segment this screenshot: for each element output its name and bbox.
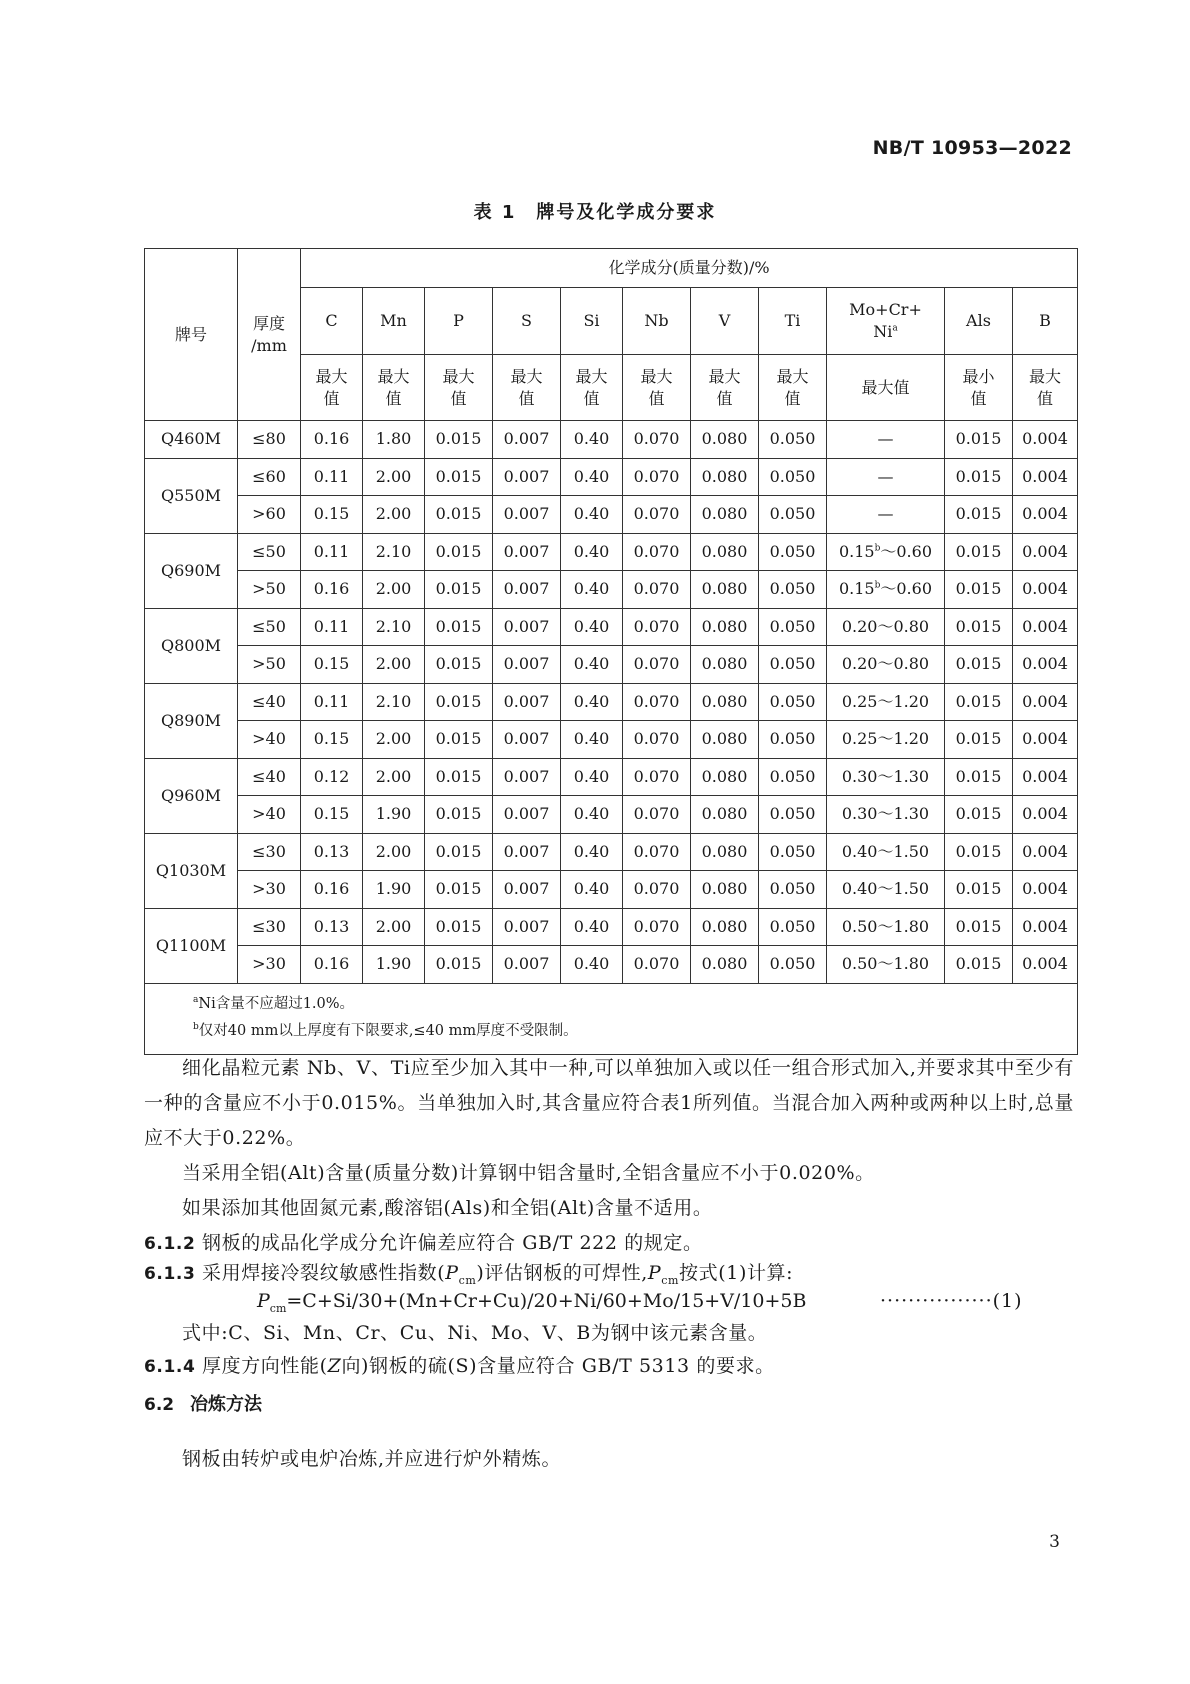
value-cell: 0.015 xyxy=(425,908,493,946)
clause-number: 6.1.3 xyxy=(144,1264,196,1284)
value-cell: 0.40 xyxy=(561,608,623,646)
value-cell: 0.080 xyxy=(691,421,759,459)
value-cell: 0.050 xyxy=(759,421,827,459)
header-limit: 最大 值 xyxy=(561,355,623,421)
value-cell: 0.40～1.50 xyxy=(827,833,945,871)
header-element: V xyxy=(691,288,759,355)
value-cell: 0.015 xyxy=(425,833,493,871)
value-cell: 0.20～0.80 xyxy=(827,646,945,684)
grade-cell: Q890M xyxy=(145,683,238,758)
table-row xyxy=(145,796,1078,834)
value-cell: 0.015 xyxy=(425,721,493,759)
value-cell: 0.007 xyxy=(493,533,561,571)
header-limit: 最大 值 xyxy=(301,355,363,421)
value-cell: 0.13 xyxy=(301,833,363,871)
chemical-composition-table xyxy=(144,248,1078,1055)
table-row xyxy=(145,458,1078,496)
value-cell: 0.11 xyxy=(301,608,363,646)
value-cell: 0.16 xyxy=(301,571,363,609)
clause-number: 6.1.2 xyxy=(144,1234,196,1254)
value-cell: 0.015 xyxy=(425,571,493,609)
grade-cell: Q1030M xyxy=(145,833,238,908)
value-cell: — xyxy=(827,496,945,534)
thickness-cell: ≤40 xyxy=(238,758,301,796)
section-6-2-heading: 6.2 冶炼方法 xyxy=(144,1394,262,1415)
table-title: 表 1 牌号及化学成分要求 xyxy=(473,202,717,223)
header-chem-composition: 化学成分(质量分数)/% xyxy=(301,249,1078,288)
header-limit: 最大 值 xyxy=(493,355,561,421)
value-cell: 0.15$^b$～0.60 xyxy=(827,571,945,609)
value-cell: 0.070 xyxy=(623,571,691,609)
value-cell: 0.40 xyxy=(561,758,623,796)
value-cell: 0.40 xyxy=(561,946,623,984)
value-cell: 0.015 xyxy=(425,946,493,984)
value-cell: 0.007 xyxy=(493,458,561,496)
value-cell: 0.080 xyxy=(691,721,759,759)
value-cell: — xyxy=(827,421,945,459)
header-element: S xyxy=(493,288,561,355)
value-cell: 0.080 xyxy=(691,571,759,609)
grade-cell: Q690M xyxy=(145,533,238,608)
value-cell: 0.015 xyxy=(945,758,1013,796)
value-cell: 0.015 xyxy=(425,458,493,496)
header-limit: 最大 值 xyxy=(691,355,759,421)
thickness-cell: >60 xyxy=(238,496,301,534)
value-cell: 0.015 xyxy=(945,571,1013,609)
grade-cell: Q550M xyxy=(145,458,238,533)
value-cell: 0.080 xyxy=(691,946,759,984)
value-cell: 0.004 xyxy=(1013,908,1078,946)
value-cell: 0.080 xyxy=(691,908,759,946)
header-limit: 最大 值 xyxy=(363,355,425,421)
value-cell: 0.050 xyxy=(759,796,827,834)
value-cell: 0.50～1.80 xyxy=(827,946,945,984)
value-cell: 0.004 xyxy=(1013,421,1078,459)
value-cell: 0.004 xyxy=(1013,796,1078,834)
value-cell: 2.10 xyxy=(363,533,425,571)
value-cell: 0.007 xyxy=(493,496,561,534)
value-cell: 0.40 xyxy=(561,683,623,721)
table-row xyxy=(145,721,1078,759)
thickness-cell: ≤30 xyxy=(238,908,301,946)
value-cell: 0.050 xyxy=(759,946,827,984)
table-row xyxy=(145,833,1078,871)
value-cell: 1.90 xyxy=(363,796,425,834)
value-cell: 0.015 xyxy=(945,683,1013,721)
value-cell: 0.015 xyxy=(945,608,1013,646)
value-cell: 0.050 xyxy=(759,571,827,609)
value-cell: 0.004 xyxy=(1013,496,1078,534)
value-cell: 0.16 xyxy=(301,421,363,459)
value-cell: 0.080 xyxy=(691,533,759,571)
value-cell: 0.015 xyxy=(945,458,1013,496)
value-cell: 0.40 xyxy=(561,496,623,534)
value-cell: 0.015 xyxy=(945,946,1013,984)
value-cell: 0.050 xyxy=(759,533,827,571)
value-cell: 0.40 xyxy=(561,421,623,459)
value-cell: 0.015 xyxy=(425,608,493,646)
value-cell: 0.007 xyxy=(493,608,561,646)
table-footnotes xyxy=(145,983,1078,1054)
value-cell: 0.080 xyxy=(691,608,759,646)
header-limit: 最大 值 xyxy=(425,355,493,421)
header-element: Si xyxy=(561,288,623,355)
value-cell: 0.070 xyxy=(623,683,691,721)
thickness-cell: >50 xyxy=(238,571,301,609)
value-cell: 0.004 xyxy=(1013,533,1078,571)
value-cell: 0.015 xyxy=(425,758,493,796)
value-cell: 0.40 xyxy=(561,533,623,571)
value-cell: 2.00 xyxy=(363,646,425,684)
value-cell: 0.015 xyxy=(425,421,493,459)
value-cell: 0.11 xyxy=(301,683,363,721)
clause-6-1-3: 6.1.3 采用焊接冷裂纹敏感性指数$(P_{cm})$评估钢板的可焊性$,P_{cm}$按式(1)计算: xyxy=(144,1256,793,1298)
grade-cell: Q460M xyxy=(145,421,238,459)
thickness-cell: ≤50 xyxy=(238,608,301,646)
grade-cell: Q960M xyxy=(145,758,238,833)
value-cell: 0.080 xyxy=(691,646,759,684)
value-cell: 0.15$^b$～0.60 xyxy=(827,533,945,571)
header-element: Mo+Cr+ $Ni^a$ xyxy=(827,288,945,355)
value-cell: 0.050 xyxy=(759,833,827,871)
paragraph-smelting: 钢板由转炉或电炉冶炼,并应进行炉外精炼。 xyxy=(182,1448,562,1470)
value-cell: 0.015 xyxy=(425,646,493,684)
value-cell: 0.004 xyxy=(1013,721,1078,759)
thickness-cell: ≤30 xyxy=(238,833,301,871)
paragraph-total-aluminum: 当采用全铝(Alt)含量(质量分数)计算钢中铝含量时,全铝含量应不小于0.020%。 xyxy=(182,1162,875,1184)
value-cell: 0.015 xyxy=(945,421,1013,459)
value-cell: 0.070 xyxy=(623,946,691,984)
value-cell: 0.015 xyxy=(425,496,493,534)
thickness-cell: ≤60 xyxy=(238,458,301,496)
value-cell: 0.015 xyxy=(945,646,1013,684)
value-cell: 0.070 xyxy=(623,796,691,834)
value-cell: 0.50～1.80 xyxy=(827,908,945,946)
value-cell: 0.40 xyxy=(561,796,623,834)
value-cell: 0.070 xyxy=(623,496,691,534)
value-cell: 0.40 xyxy=(561,646,623,684)
value-cell: 0.004 xyxy=(1013,946,1078,984)
value-cell: 0.015 xyxy=(945,833,1013,871)
value-cell: 0.015 xyxy=(945,908,1013,946)
value-cell: 2.10 xyxy=(363,683,425,721)
header-element: Mn xyxy=(363,288,425,355)
page-number: 3 xyxy=(1049,1532,1060,1552)
table-row xyxy=(145,871,1078,909)
table-row xyxy=(145,946,1078,984)
thickness-cell: >50 xyxy=(238,646,301,684)
thickness-cell: ≤40 xyxy=(238,683,301,721)
clause-number: 6.1.4 xyxy=(144,1357,196,1377)
value-cell: 0.004 xyxy=(1013,833,1078,871)
value-cell: 0.015 xyxy=(945,533,1013,571)
value-cell: 0.080 xyxy=(691,458,759,496)
value-cell: 0.080 xyxy=(691,871,759,909)
thickness-cell: ≤80 xyxy=(238,421,301,459)
formula-where-line: 式中:C、Si、Mn、Cr、Cu、Ni、Mo、V、B为钢中该元素含量。 xyxy=(182,1322,768,1344)
footnote: $^a$Ni含量不应超过1.0%。 xyxy=(193,994,355,1012)
value-cell: 0.004 xyxy=(1013,458,1078,496)
thickness-cell: >30 xyxy=(238,946,301,984)
table-row xyxy=(145,421,1078,459)
table-row xyxy=(145,571,1078,609)
value-cell: 0.40 xyxy=(561,571,623,609)
value-cell: 0.007 xyxy=(493,683,561,721)
value-cell: 2.00 xyxy=(363,758,425,796)
value-cell: 0.080 xyxy=(691,496,759,534)
value-cell: 2.00 xyxy=(363,571,425,609)
value-cell: 0.007 xyxy=(493,833,561,871)
value-cell: 0.050 xyxy=(759,458,827,496)
value-cell: 0.25～1.20 xyxy=(827,683,945,721)
value-cell: 0.007 xyxy=(493,758,561,796)
table-row xyxy=(145,758,1078,796)
thickness-cell: ≤50 xyxy=(238,533,301,571)
value-cell: 0.007 xyxy=(493,721,561,759)
value-cell: 0.050 xyxy=(759,496,827,534)
value-cell: 2.00 xyxy=(363,833,425,871)
value-cell: 0.15 xyxy=(301,796,363,834)
value-cell: 0.40 xyxy=(561,908,623,946)
value-cell: 0.30～1.30 xyxy=(827,758,945,796)
value-cell: 0.050 xyxy=(759,721,827,759)
value-cell: 0.050 xyxy=(759,871,827,909)
value-cell: 0.004 xyxy=(1013,571,1078,609)
value-cell: 0.16 xyxy=(301,946,363,984)
value-cell: 0.015 xyxy=(425,871,493,909)
thickness-cell: >30 xyxy=(238,871,301,909)
header-limit: 最大 值 xyxy=(759,355,827,421)
grade-cell: Q800M xyxy=(145,608,238,683)
standard-code: NB/T 10953—2022 xyxy=(872,137,1072,159)
value-cell: 0.40 xyxy=(561,871,623,909)
header-element: Ti xyxy=(759,288,827,355)
header-element: Nb xyxy=(623,288,691,355)
value-cell: 0.30～1.30 xyxy=(827,796,945,834)
header-element: P xyxy=(425,288,493,355)
value-cell: 1.90 xyxy=(363,871,425,909)
value-cell: 1.90 xyxy=(363,946,425,984)
value-cell: 0.070 xyxy=(623,608,691,646)
value-cell: 0.13 xyxy=(301,908,363,946)
value-cell: 0.070 xyxy=(623,758,691,796)
pcm-formula: $P_{cm}=C+Si/30+(Mn+Cr+Cu)/20+Ni/60+Mo/15+V/10+5B$ xyxy=(257,1290,807,1315)
value-cell: 0.007 xyxy=(493,571,561,609)
footnote: $^b$仅对40 mm以上厚度有下限要求,≤40 mm厚度不受限制。 xyxy=(193,1022,578,1040)
value-cell: 0.11 xyxy=(301,533,363,571)
header-limit: 最小 值 xyxy=(945,355,1013,421)
value-cell: 2.00 xyxy=(363,496,425,534)
value-cell: 1.80 xyxy=(363,421,425,459)
thickness-cell: >40 xyxy=(238,796,301,834)
table-row xyxy=(145,496,1078,534)
value-cell: 0.015 xyxy=(945,796,1013,834)
value-cell: 0.050 xyxy=(759,908,827,946)
table-row xyxy=(145,646,1078,684)
header-limit: 最大 值 xyxy=(1013,355,1078,421)
value-cell: 0.070 xyxy=(623,833,691,871)
value-cell: 0.007 xyxy=(493,871,561,909)
value-cell: 0.070 xyxy=(623,458,691,496)
value-cell: — xyxy=(827,458,945,496)
value-cell: 0.12 xyxy=(301,758,363,796)
value-cell: 0.015 xyxy=(425,533,493,571)
value-cell: 2.10 xyxy=(363,608,425,646)
value-cell: 0.015 xyxy=(425,796,493,834)
header-limit: 最大 值 xyxy=(623,355,691,421)
value-cell: 0.015 xyxy=(425,683,493,721)
value-cell: 0.11 xyxy=(301,458,363,496)
value-cell: 0.080 xyxy=(691,833,759,871)
value-cell: 2.00 xyxy=(363,721,425,759)
value-cell: 0.004 xyxy=(1013,871,1078,909)
value-cell: 0.070 xyxy=(623,871,691,909)
value-cell: 2.00 xyxy=(363,908,425,946)
clause-text: 钢板的成品化学成分允许偏差应符合 GB/T 222 的规定。 xyxy=(202,1232,703,1254)
value-cell: 0.080 xyxy=(691,758,759,796)
value-cell: 0.007 xyxy=(493,796,561,834)
value-cell: 0.007 xyxy=(493,421,561,459)
table-row xyxy=(145,683,1078,721)
value-cell: 0.050 xyxy=(759,608,827,646)
header-element: Als xyxy=(945,288,1013,355)
value-cell: 0.015 xyxy=(945,721,1013,759)
value-cell: 0.070 xyxy=(623,421,691,459)
value-cell: 0.015 xyxy=(945,496,1013,534)
header-element: B xyxy=(1013,288,1078,355)
value-cell: 0.007 xyxy=(493,908,561,946)
value-cell: 0.16 xyxy=(301,871,363,909)
value-cell: 0.015 xyxy=(945,871,1013,909)
table-row xyxy=(145,533,1078,571)
header-thickness: 厚度 /mm xyxy=(238,249,301,421)
paragraph-grain-refining: 细化晶粒元素 Nb、V、Ti应至少加入其中一种,可以单独加入或以任一组合形式加入,并要求其中至少有一种的含量应不小于0.015%。当单独加入时,其含量应符合表1所列值。当混合加入两种或两种以上时,总量应不大于0.22%。 xyxy=(144,1057,1074,1149)
value-cell: 0.007 xyxy=(493,646,561,684)
thickness-cell: >40 xyxy=(238,721,301,759)
table-row xyxy=(145,608,1078,646)
value-cell: 0.004 xyxy=(1013,608,1078,646)
paragraph-nitrogen-fixing: 如果添加其他固氮元素,酸溶铝(Als)和全铝(Alt)含量不适用。 xyxy=(182,1197,713,1219)
value-cell: 2.00 xyxy=(363,458,425,496)
formula-number: ················(1) xyxy=(880,1290,1023,1312)
value-cell: 0.050 xyxy=(759,758,827,796)
value-cell: 0.20～0.80 xyxy=(827,608,945,646)
value-cell: 0.050 xyxy=(759,683,827,721)
value-cell: 0.25～1.20 xyxy=(827,721,945,759)
value-cell: 0.15 xyxy=(301,646,363,684)
value-cell: 0.080 xyxy=(691,683,759,721)
grade-cell: Q1100M xyxy=(145,908,238,983)
value-cell: 0.070 xyxy=(623,646,691,684)
header-grade: 牌号 xyxy=(145,249,238,421)
value-cell: 0.070 xyxy=(623,908,691,946)
value-cell: 0.40 xyxy=(561,833,623,871)
value-cell: 0.004 xyxy=(1013,758,1078,796)
value-cell: 0.15 xyxy=(301,496,363,534)
header-limit: 最大值 xyxy=(827,355,945,421)
value-cell: 0.15 xyxy=(301,721,363,759)
table-row xyxy=(145,908,1078,946)
value-cell: 0.007 xyxy=(493,946,561,984)
value-cell: 0.080 xyxy=(691,796,759,834)
value-cell: 0.40 xyxy=(561,721,623,759)
value-cell: 0.004 xyxy=(1013,683,1078,721)
value-cell: 0.004 xyxy=(1013,646,1078,684)
header-element: C xyxy=(301,288,363,355)
value-cell: 0.070 xyxy=(623,721,691,759)
value-cell: 0.40～1.50 xyxy=(827,871,945,909)
value-cell: 0.050 xyxy=(759,646,827,684)
clause-6-1-4: 6.1.4 厚度方向性能(Z向)钢板的硫(S)含量应符合 GB/T 5313 的要求。 xyxy=(144,1349,775,1385)
value-cell: 0.070 xyxy=(623,533,691,571)
value-cell: 0.40 xyxy=(561,458,623,496)
